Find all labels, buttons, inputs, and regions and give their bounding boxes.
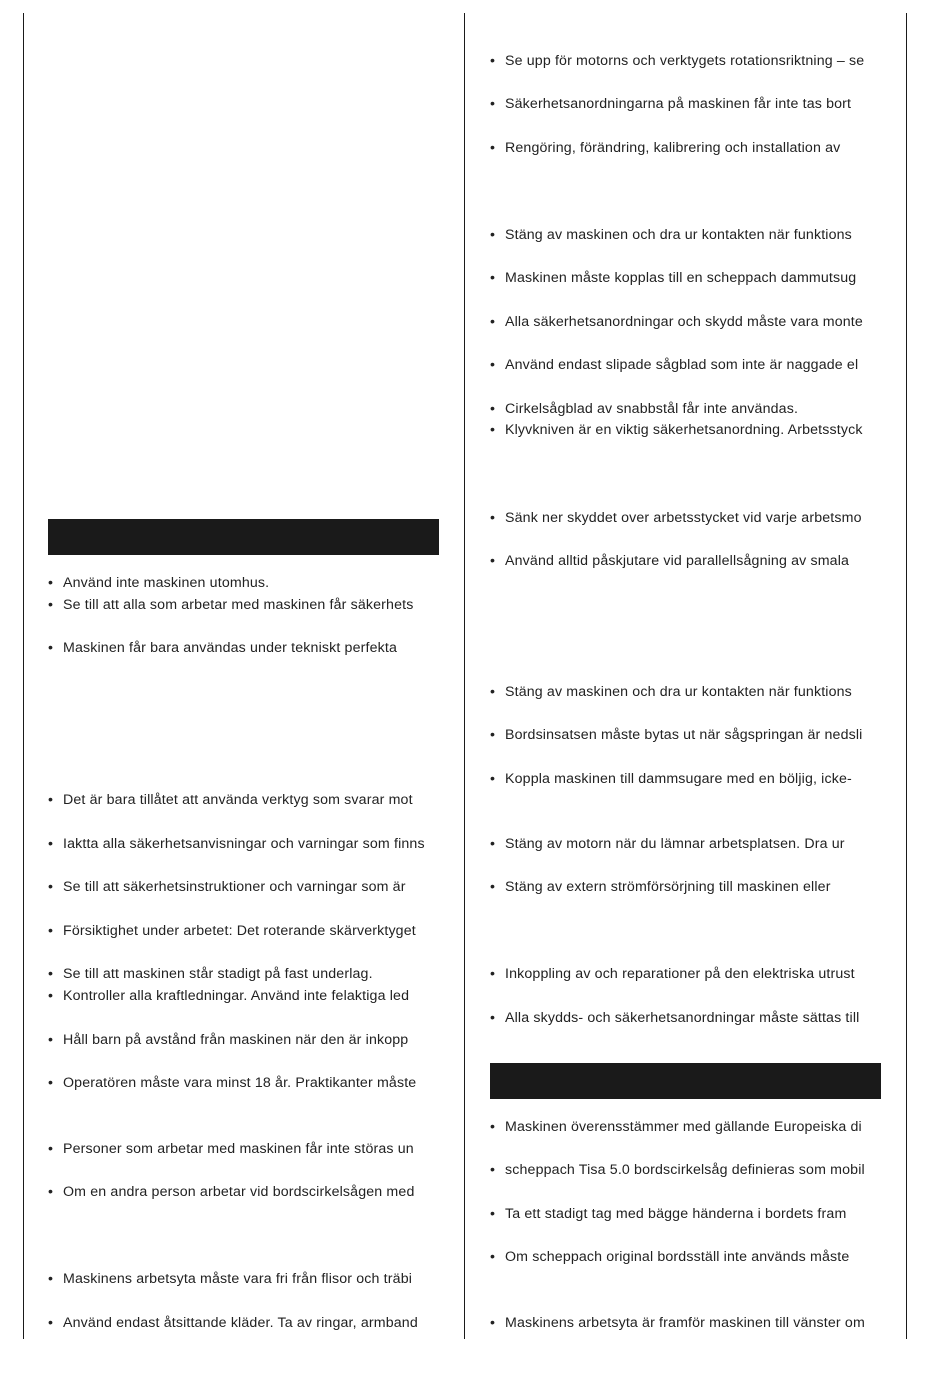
bullet-text: scheppach Tisa 5.0 bordscirkelsåg definieras som mobil <box>505 1162 865 1178</box>
bullet-item <box>48 575 440 591</box>
bullet-dot: • <box>490 1249 496 1265</box>
bullet-item <box>490 553 882 569</box>
bullet-dot: • <box>490 401 496 417</box>
bullet-dot: • <box>48 1184 54 1200</box>
bullet-dot: • <box>490 1315 496 1331</box>
bullet-text: Rengöring, förändring, kalibrering och installation av <box>505 140 841 156</box>
bullet-dot: • <box>48 575 54 591</box>
bullet-text: Om en andra person arbetar vid bordscirkelsågen med <box>63 1184 415 1200</box>
bullet-text: Maskinen måste kopplas till en scheppach dammutsug <box>505 270 857 286</box>
bullet-dot: • <box>490 357 496 373</box>
bullet-item <box>490 1315 882 1331</box>
bullet-dot: • <box>48 597 54 613</box>
bullet-item <box>48 792 440 808</box>
right-margin-rule <box>906 13 907 1339</box>
bullet-text: Se till att alla som arbetar med maskinen får säkerhets <box>63 597 414 613</box>
bullet-text: Bordsinsatsen måste bytas ut när sågspringan är nedsli <box>505 727 863 743</box>
bullet-item <box>48 1315 440 1331</box>
bullet-text: Sänk ner skyddet over arbetsstycket vid varje arbetsmo <box>505 510 862 526</box>
bullet-text: Stäng av extern strömförsörjning till maskinen eller <box>505 879 831 895</box>
bullet-dot: • <box>490 966 496 982</box>
bullet-item <box>48 597 440 613</box>
bullet-text: Iaktta alla säkerhetsanvisningar och varningar som finns <box>63 836 425 852</box>
bullet-item <box>490 227 882 243</box>
center-column-rule <box>464 13 465 1339</box>
bullet-text: Stäng av maskinen och dra ur kontakten när funktions <box>505 684 852 700</box>
bullet-item <box>490 1119 882 1135</box>
bullet-item <box>48 640 440 656</box>
bullet-item <box>48 988 440 1004</box>
bullet-item <box>490 401 882 417</box>
bullet-item <box>490 510 882 526</box>
bullet-item <box>48 1184 440 1200</box>
bullet-item <box>48 879 440 895</box>
section-header-bar-left <box>48 519 439 555</box>
bullet-text: Inkoppling av och reparationer på den elektriska utrust <box>505 966 855 982</box>
bullet-text: Stäng av maskinen och dra ur kontakten när funktions <box>505 227 852 243</box>
bullet-dot: • <box>490 270 496 286</box>
bullet-dot: • <box>48 1271 54 1287</box>
bullet-dot: • <box>490 510 496 526</box>
bullet-text: Använd inte maskinen utomhus. <box>63 575 270 591</box>
bullet-item <box>490 1249 882 1265</box>
bullet-dot: • <box>48 879 54 895</box>
bullet-dot: • <box>48 836 54 852</box>
bullet-dot: • <box>48 792 54 808</box>
bullet-item <box>490 966 882 982</box>
bullet-dot: • <box>490 684 496 700</box>
bullet-dot: • <box>490 314 496 330</box>
bullet-text: Om scheppach original bordsställ inte används måste <box>505 1249 850 1265</box>
bullet-text: Se upp för motorns och verktygets rotationsriktning – se <box>505 53 865 69</box>
bullet-item <box>490 1206 882 1222</box>
bullet-text: Maskinen får bara användas under tekniskt perfekta <box>63 640 397 656</box>
bullet-text: Det är bara tillåtet att använda verktyg som svarar mot <box>63 792 413 808</box>
bullet-text: Se till att säkerhetsinstruktioner och varningar som är <box>63 879 406 895</box>
bullet-item <box>490 270 882 286</box>
bullet-item <box>490 836 882 852</box>
bullet-dot: • <box>490 140 496 156</box>
bullet-dot: • <box>490 1206 496 1222</box>
bullet-dot: • <box>48 1315 54 1331</box>
left-margin-rule <box>23 13 24 1339</box>
bullet-dot: • <box>490 836 496 852</box>
bullet-text: Klyvkniven är en viktig säkerhetsanordning. Arbetsstyck <box>505 422 863 438</box>
bullet-item <box>490 140 882 156</box>
bullet-text: Se till att maskinen står stadigt på fast underlag. <box>63 966 373 982</box>
bullet-dot: • <box>490 1119 496 1135</box>
bullet-text: Alla säkerhetsanordningar och skydd måste vara monte <box>505 314 863 330</box>
bullet-dot: • <box>48 1075 54 1091</box>
bullet-item <box>48 836 440 852</box>
bullet-item <box>48 1141 440 1157</box>
bullet-item <box>490 1010 882 1026</box>
bullet-dot: • <box>490 1010 496 1026</box>
bullet-text: Håll barn på avstånd från maskinen när den är inkopp <box>63 1032 409 1048</box>
bullet-item <box>490 879 882 895</box>
bullet-dot: • <box>490 553 496 569</box>
bullet-text: Cirkelsågblad av snabbstål får inte användas. <box>505 401 799 417</box>
bullet-item <box>490 422 882 438</box>
bullet-text: Säkerhetsanordningarna på maskinen får inte tas bort <box>505 96 852 112</box>
bullet-dot: • <box>48 1032 54 1048</box>
bullet-item <box>490 771 882 787</box>
bullet-item <box>490 53 882 69</box>
bullet-dot: • <box>48 1141 54 1157</box>
bullet-item <box>48 1032 440 1048</box>
bullet-text: Maskinens arbetsyta är framför maskinen till vänster om <box>505 1315 865 1331</box>
bullet-text: Stäng av motorn när du lämnar arbetsplatsen. Dra ur <box>505 836 845 852</box>
bullet-dot: • <box>48 923 54 939</box>
bullet-text: Ta ett stadigt tag med bägge händerna i bordets fram <box>505 1206 847 1222</box>
bullet-item <box>490 357 882 373</box>
bullet-item <box>490 1162 882 1178</box>
bullet-text: Använd endast åtsittande kläder. Ta av ringar, armband <box>63 1315 418 1331</box>
bullet-item <box>48 923 440 939</box>
bullet-text: Försiktighet under arbetet: Det roterande skärverktyget <box>63 923 416 939</box>
bullet-dot: • <box>490 96 496 112</box>
bullet-text: Maskinen överensstämmer med gällande Europeiska di <box>505 1119 862 1135</box>
section-header-bar-right <box>490 1063 881 1099</box>
bullet-text: Koppla maskinen till dammsugare med en böljig, icke- <box>505 771 852 787</box>
bullet-dot: • <box>490 227 496 243</box>
bullet-dot: • <box>490 1162 496 1178</box>
bullet-item <box>490 684 882 700</box>
bullet-dot: • <box>48 988 54 1004</box>
bullet-text: Alla skydds- och säkerhetsanordningar måste sättas till <box>505 1010 860 1026</box>
bullet-text: Personer som arbetar med maskinen får inte störas un <box>63 1141 414 1157</box>
bullet-item <box>48 1075 440 1091</box>
bullet-dot: • <box>48 640 54 656</box>
bullet-item <box>490 727 882 743</box>
bullet-dot: • <box>490 879 496 895</box>
bullet-item <box>490 314 882 330</box>
bullet-dot: • <box>490 771 496 787</box>
bullet-text: Använd endast slipade sågblad som inte är naggade el <box>505 357 859 373</box>
bullet-dot: • <box>490 422 496 438</box>
bullet-text: Använd alltid påskjutare vid parallellsågning av smala <box>505 553 850 569</box>
bullet-item <box>48 1271 440 1287</box>
bullet-text: Kontroller alla kraftledningar. Använd inte felaktiga led <box>63 988 410 1004</box>
bullet-text: Operatören måste vara minst 18 år. Praktikanter måste <box>63 1075 417 1091</box>
bullet-dot: • <box>490 53 496 69</box>
bullet-dot: • <box>48 966 54 982</box>
bullet-text: Maskinens arbetsyta måste vara fri från flisor och träbi <box>63 1271 413 1287</box>
bullet-item <box>490 96 882 112</box>
bullet-dot: • <box>490 727 496 743</box>
bullet-item <box>48 966 440 982</box>
